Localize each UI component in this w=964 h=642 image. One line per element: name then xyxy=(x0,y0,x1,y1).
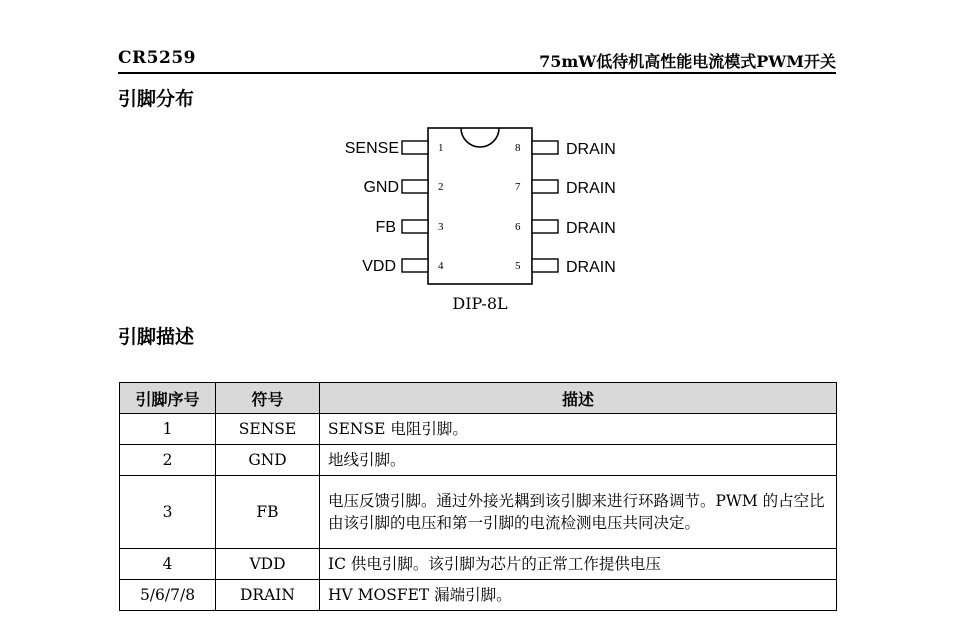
cell-description: SENSE 电阻引脚。 xyxy=(320,414,837,445)
pin-lead xyxy=(532,141,558,154)
table-row xyxy=(120,549,837,580)
package-label: DIP-8L xyxy=(452,294,508,313)
cell-symbol: DRAIN xyxy=(216,580,320,611)
cell-pin: 5/6/7/8 xyxy=(120,580,216,611)
pin-description-table xyxy=(119,382,837,611)
pin-number: 5 xyxy=(515,260,521,272)
pin-number: 1 xyxy=(438,142,444,154)
pin-lead xyxy=(532,259,558,272)
table-header-row xyxy=(120,383,837,414)
header-symbol: 符号 xyxy=(216,383,320,414)
pin-lead xyxy=(402,220,428,233)
pin-number: 2 xyxy=(438,181,444,193)
header-description: 描述 xyxy=(320,383,837,414)
pin-diagram xyxy=(300,120,640,290)
pin-name: DRAIN xyxy=(566,141,616,158)
doc-id: CR5259 xyxy=(118,48,196,68)
pin-lead xyxy=(402,259,428,272)
left-pin-1 xyxy=(345,140,444,157)
cell-description: HV MOSFET 漏端引脚。 xyxy=(320,580,837,611)
pin-name: FB xyxy=(375,219,396,236)
pin-name: VDD xyxy=(362,258,396,275)
pin-lead xyxy=(532,220,558,233)
pin-number: 4 xyxy=(438,260,444,272)
pin-number: 7 xyxy=(515,181,521,193)
cell-symbol: GND xyxy=(216,445,320,476)
table-row xyxy=(120,580,837,611)
pin-name: DRAIN xyxy=(566,259,616,276)
pin-name: DRAIN xyxy=(566,180,616,197)
table-row xyxy=(120,476,837,549)
cell-description: 电压反馈引脚。通过外接光耦到该引脚来进行环路调节。PWM 的占空比由该引脚的电压和第一引脚的电流检测电压共同决定。 xyxy=(320,476,837,549)
table-row xyxy=(120,445,837,476)
cell-pin: 2 xyxy=(120,445,216,476)
pin-number: 6 xyxy=(515,221,521,233)
pin-name: SENSE xyxy=(344,140,399,157)
pin-number: 3 xyxy=(438,221,444,233)
cell-pin: 4 xyxy=(120,549,216,580)
cell-description: 地线引脚。 xyxy=(320,445,837,476)
pin-lead xyxy=(402,180,428,193)
description-section-title: 引脚描述 xyxy=(118,326,195,348)
cell-symbol: FB xyxy=(216,476,320,549)
pinout-section-title: 引脚分布 xyxy=(118,88,195,110)
doc-title: 75mW低待机高性能电流模式PWM开关 xyxy=(539,52,836,71)
cell-description: IC 供电引脚。该引脚为芯片的正常工作提供电压 xyxy=(320,549,837,580)
pin-lead xyxy=(402,141,428,154)
page-header xyxy=(118,48,836,74)
pin-lead xyxy=(532,180,558,193)
cell-pin: 3 xyxy=(120,476,216,549)
pin-number: 8 xyxy=(515,142,521,154)
pin-name: DRAIN xyxy=(566,220,616,237)
cell-symbol: SENSE xyxy=(216,414,320,445)
cell-symbol: VDD xyxy=(216,549,320,580)
header-pin-number: 引脚序号 xyxy=(120,383,216,414)
table-row xyxy=(120,414,837,445)
pin-name: GND xyxy=(363,179,399,196)
cell-pin: 1 xyxy=(120,414,216,445)
